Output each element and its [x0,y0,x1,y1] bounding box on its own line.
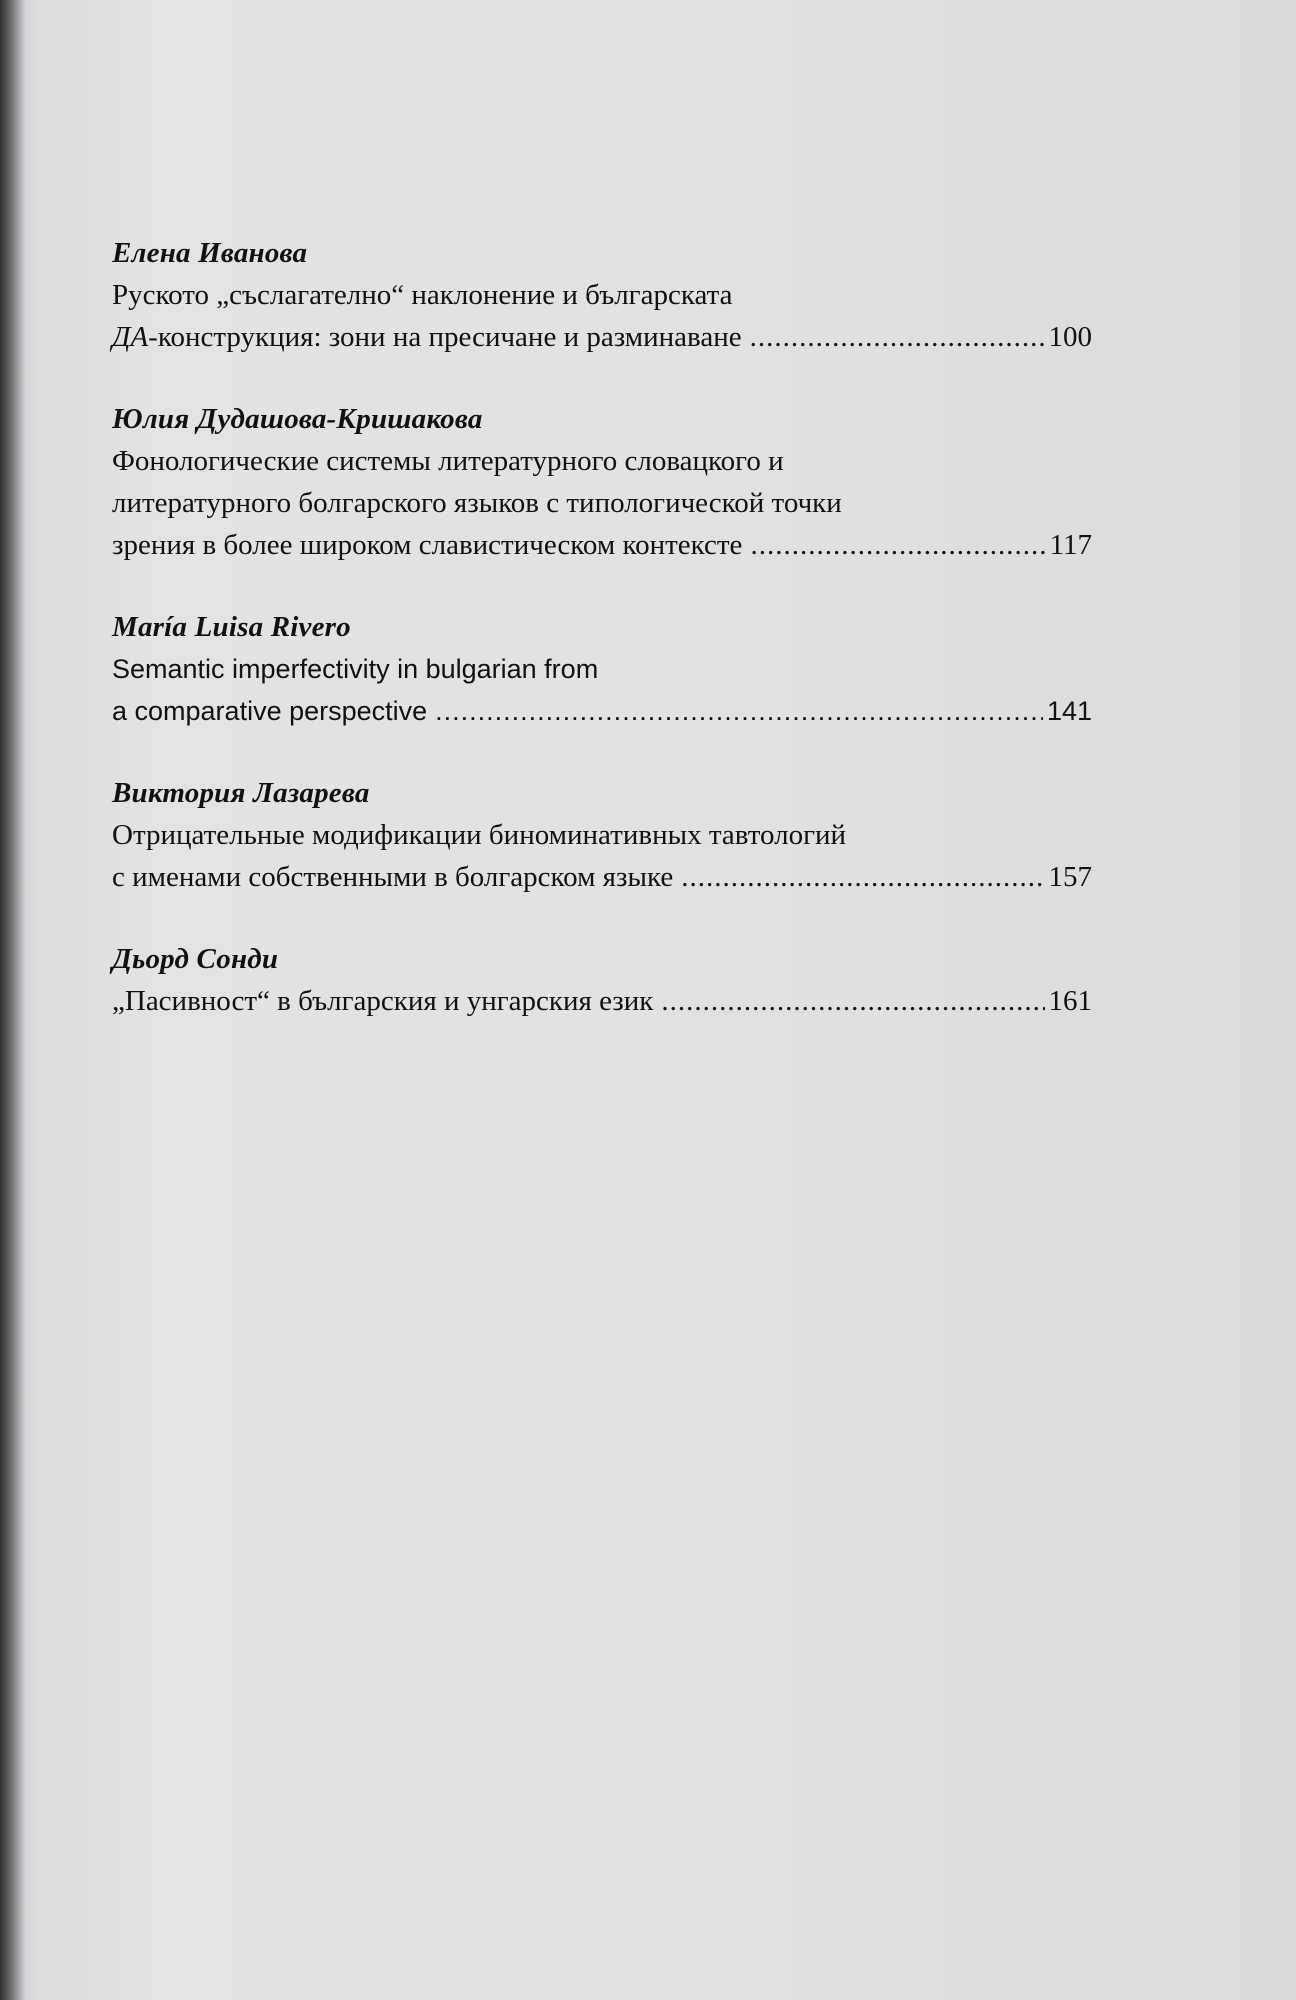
toc-page-number: 117 [1049,529,1092,561]
toc-entry [112,606,1092,732]
toc-title-text: a comparative perspective [112,696,428,726]
toc-title-rest: -конструкция: зони на пресичане и разминаване [148,321,742,353]
dot-leader [661,980,1044,1022]
toc-title-last-line [112,690,1092,732]
toc-title-last-line [112,316,1092,358]
dot-leader [750,316,1045,358]
toc-entry [112,398,1092,566]
binding-shadow [0,0,26,2000]
toc-title-italic-prefix: ДА [112,321,149,353]
toc-title-last-line [112,980,1092,1022]
toc-author: Виктория Лазарева [112,777,370,809]
toc-title-line: литературного болгарского языков с типологической точки [112,487,842,519]
toc-author: María Luisa Rivero [112,611,351,643]
toc-title-line: Руското „съслагателно“ наклонение и българската [112,279,733,311]
toc-entry [112,938,1092,1022]
toc-author: Юлия Дудашова-Кришакова [112,403,483,435]
toc-page-number: 100 [1048,321,1092,353]
toc-page-number: 157 [1048,861,1092,893]
toc-title-last-line [112,856,1092,898]
toc-title-line: Отрицательные модификации биноминативных тавтологий [112,819,847,851]
toc-title-text: с именами собственными в болгарском языке [112,861,674,893]
dot-leader [435,690,1043,732]
table-of-contents [112,232,1092,1062]
toc-author: Елена Иванова [112,237,308,269]
toc-title-text: „Пасивност“ в българския и унгарския език [112,985,654,1017]
toc-title-line: Фонологические системы литературного словацкого и [112,445,784,477]
toc-title-last-line [112,524,1092,566]
toc-title-text [112,316,742,358]
dot-leader [681,856,1044,898]
toc-title-line: Semantic imperfectivity in bulgarian from [112,654,599,684]
toc-author: Дьорд Сонди [112,943,279,975]
toc-page-number: 141 [1046,696,1092,726]
toc-entry [112,772,1092,898]
toc-title-text: зрения в более широком славистическом контексте [112,529,743,561]
dot-leader [750,524,1045,566]
toc-entry [112,232,1092,358]
toc-page-number: 161 [1048,985,1092,1017]
